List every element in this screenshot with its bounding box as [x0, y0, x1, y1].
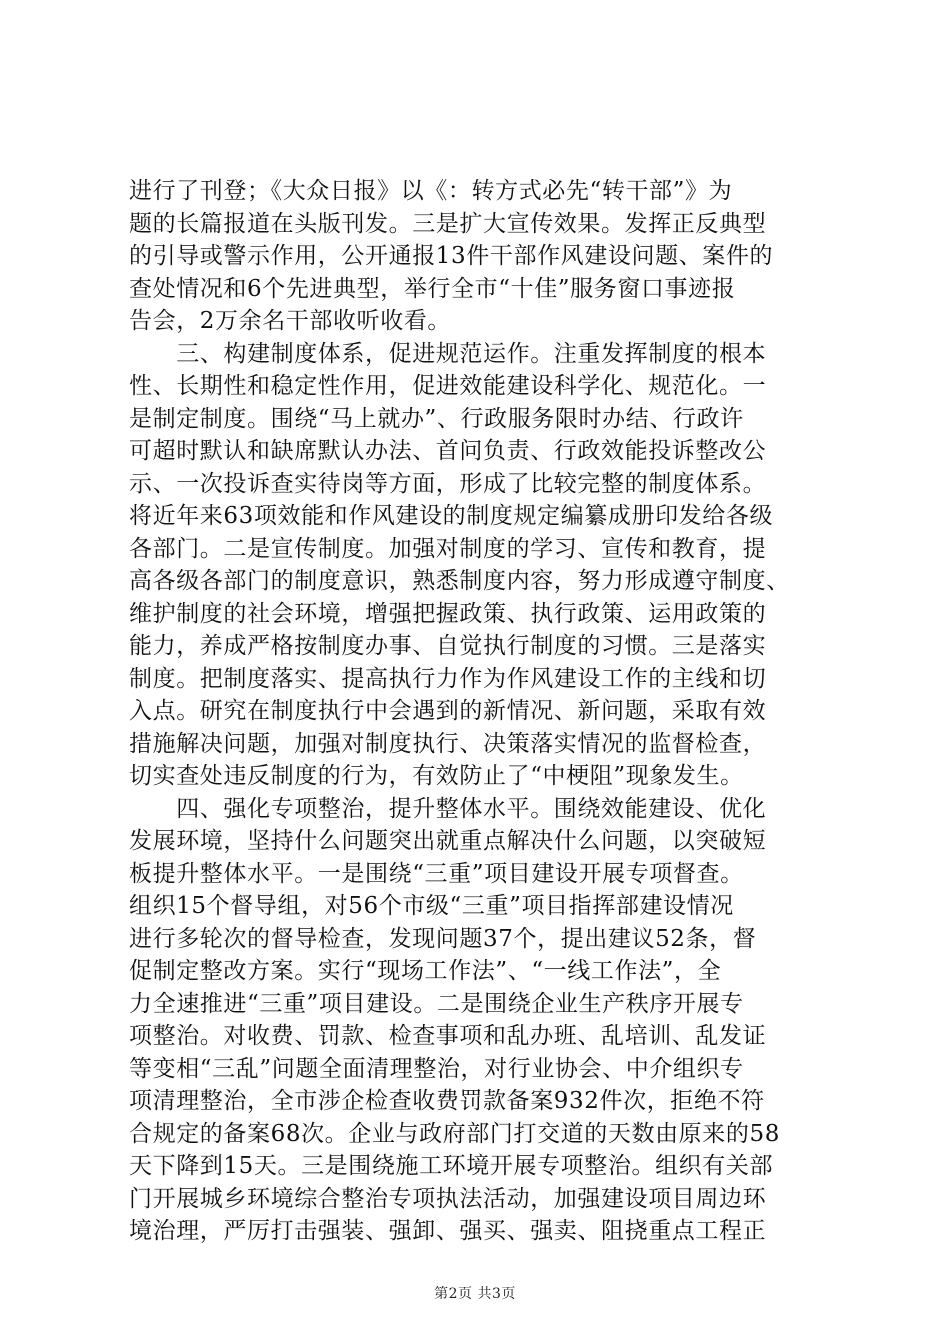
text-line: 进行了刊登；《大众日报》以《：转方式必先“转干部”》为	[129, 178, 733, 204]
text-line: 维护制度的社会环境，增强把握政策、执行政策、运用政策的	[129, 600, 767, 627]
section-heading-line: 三、构建制度体系，促进规范运作。注重发挥制度的根本	[129, 340, 767, 367]
text-line: 制度。把制度落实、提高执行力作为作风建设工作的主线和切	[129, 665, 767, 692]
text-line: 组织15个督导组，对56个市级“三重”项目指挥部建设情况	[129, 893, 734, 919]
text-line: 境治理，严厉打击强装、强卸、强买、强卖、阻挠重点工程正	[129, 1218, 767, 1244]
text-line: 各部门。二是宣传制度。加强对制度的学习、宣传和教育，提	[129, 535, 767, 562]
body-text	[129, 175, 829, 1248]
section-heading-line: 四、强化专项整治，提升整体水平。围绕效能建设、优化	[129, 795, 767, 822]
page-footer	[0, 1283, 950, 1303]
text-line: 切实查处违反制度的行为，有效防止了“中梗阻”现象发生。	[129, 763, 744, 789]
text-line: 等变相“三乱”问题全面清理整治，对行业协会、中介组织专	[129, 1055, 744, 1082]
text-line: 门开展城乡环境综合整治专项执法活动，加强建设项目周边环	[129, 1185, 767, 1212]
text-line: 项清理整治，全市涉企检查收费罚款备案932件次，拒绝不符	[129, 1088, 765, 1114]
text-line: 措施解决问题，加强对制度执行、决策落实情况的监督检查，	[129, 730, 767, 757]
text-line: 查处情况和6个先进典型，举行全市“十佳”服务窗口事迹报	[129, 275, 736, 302]
text-line: 能力，养成严格按制度办事、自觉执行制度的习惯。三是落实	[129, 633, 767, 659]
page-number-label: 第2页 共3页	[434, 1286, 516, 1302]
text-line: 发展环境，坚持什么问题突出就重点解决什么问题，以突破短	[129, 828, 767, 854]
text-line: 力全速推进“三重”项目建设。二是围绕企业生产秩序开展专	[129, 990, 744, 1017]
text-line: 高各级各部门的制度意识，熟悉制度内容，努力形成遵守制度、	[129, 568, 790, 594]
text-line: 入点。研究在制度执行中会遇到的新情况、新问题，采取有效	[129, 698, 767, 724]
text-line: 可超时默认和缺席默认办法、首问负责、行政效能投诉整改公	[129, 438, 767, 464]
text-line: 将近年来63项效能和作风建设的制度规定编纂成册印发给各级	[129, 503, 774, 529]
text-line: 项整治。对收费、罚款、检查事项和乱办班、乱培训、乱发证	[129, 1023, 767, 1049]
text-line: 性、长期性和稳定性作用，促进效能建设科学化、规范化。一	[129, 373, 767, 399]
text-line: 是制定制度。围绕“马上就办”、行政服务限时办结、行政许	[129, 405, 744, 432]
text-line: 告会，2万余名干部收听收看。	[129, 308, 452, 334]
text-line: 天下降到15天。三是围绕施工环境开展专项整治。组织有关部	[129, 1153, 774, 1179]
text-line: 进行多轮次的督导检查，发现问题37个，提出建议52条，督	[129, 925, 757, 952]
text-line: 板提升整体水平。一是围绕“三重”项目建设开展专项督查。	[129, 860, 744, 887]
text-line: 促制定整改方案。实行“现场工作法”、“一线工作法”，全	[129, 958, 722, 984]
text-line: 题的长篇报道在头版刊发。三是扩大宣传效果。发挥正反典型	[129, 210, 767, 237]
text-line: 合规定的备案68次。企业与政府部门打交道的天数由原来的58	[129, 1120, 780, 1147]
text-line: 示、一次投诉查实待岗等方面，形成了比较完整的制度体系。	[129, 470, 767, 497]
text-line: 的引导或警示作用，公开通报13件干部作风建设问题、案件的	[129, 243, 774, 269]
